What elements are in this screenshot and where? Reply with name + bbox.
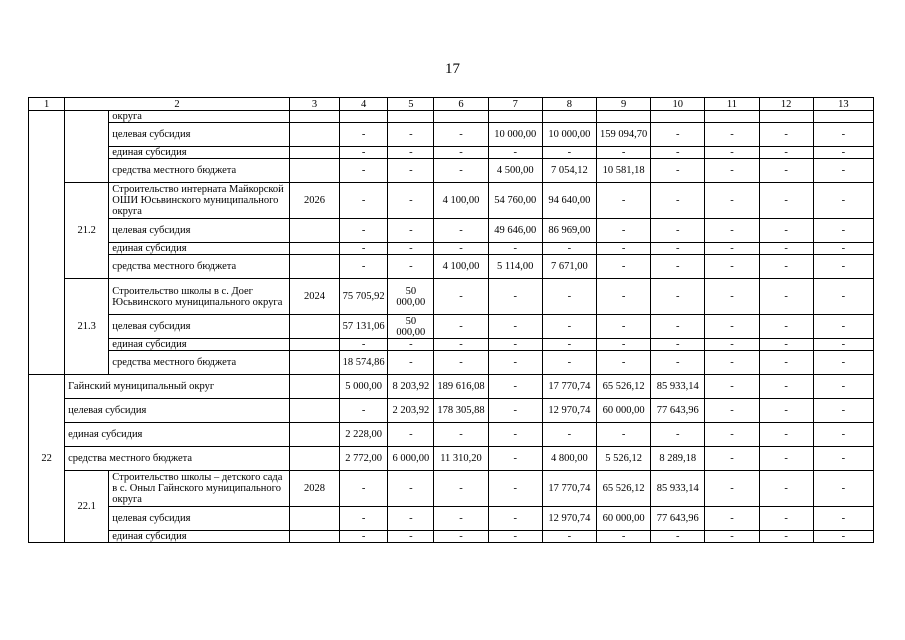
value-cell: - xyxy=(759,243,813,255)
value-cell: - xyxy=(488,447,542,471)
row-year xyxy=(289,159,339,183)
value-cell: - xyxy=(388,159,434,183)
value-cell: - xyxy=(651,279,705,315)
value-cell: 65 526,12 xyxy=(596,471,650,507)
value-cell: - xyxy=(759,423,813,447)
section-number xyxy=(29,111,65,375)
value-cell: 65 526,12 xyxy=(596,375,650,399)
value-cell: - xyxy=(596,279,650,315)
row-label: средства местного бюджета xyxy=(109,255,290,279)
value-cell: - xyxy=(388,183,434,219)
row-year xyxy=(289,243,339,255)
value-cell: - xyxy=(813,423,873,447)
value-cell: - xyxy=(651,243,705,255)
value-cell: - xyxy=(651,339,705,351)
row-year xyxy=(289,531,339,543)
value-cell: 4 100,00 xyxy=(434,255,488,279)
table-row xyxy=(29,159,874,183)
value-cell: 5 114,00 xyxy=(488,255,542,279)
value-cell: - xyxy=(488,351,542,375)
value-cell: - xyxy=(434,243,488,255)
value-cell: 77 643,96 xyxy=(651,507,705,531)
column-header: 8 xyxy=(542,98,596,111)
row-year: 2024 xyxy=(289,279,339,315)
row-label: единая субсидия xyxy=(109,243,290,255)
value-cell: - xyxy=(759,471,813,507)
table-row xyxy=(29,279,874,315)
budget-table xyxy=(28,97,874,543)
value-cell: 4 800,00 xyxy=(542,447,596,471)
row-label: единая субсидия xyxy=(109,147,290,159)
subsection-number: 21.3 xyxy=(65,279,109,375)
row-label: средства местного бюджета xyxy=(109,159,290,183)
value-cell: - xyxy=(434,471,488,507)
subsection-number xyxy=(65,111,109,183)
value-cell: - xyxy=(651,147,705,159)
value-cell: - xyxy=(388,351,434,375)
value-cell: 7 671,00 xyxy=(542,255,596,279)
value-cell: - xyxy=(813,507,873,531)
table-row xyxy=(29,183,874,219)
table-row xyxy=(29,315,874,339)
value-cell: - xyxy=(488,531,542,543)
value-cell: - xyxy=(388,123,434,147)
row-label: целевая субсидия xyxy=(109,507,290,531)
value-cell: - xyxy=(759,183,813,219)
value-cell: 10 581,18 xyxy=(596,159,650,183)
value-cell: - xyxy=(759,159,813,183)
value-cell: - xyxy=(759,147,813,159)
row-year xyxy=(289,255,339,279)
table-body xyxy=(29,98,874,543)
value-cell: - xyxy=(651,123,705,147)
value-cell: - xyxy=(759,447,813,471)
row-label: Гайнский муниципальный округ xyxy=(65,375,290,399)
row-label: Строительство интерната Майкорской ОШИ Юсьвинского муниципального округа xyxy=(109,183,290,219)
value-cell: - xyxy=(705,255,759,279)
value-cell: 49 646,00 xyxy=(488,219,542,243)
value-cell: 5 000,00 xyxy=(340,375,388,399)
value-cell: - xyxy=(651,159,705,183)
value-cell: - xyxy=(651,351,705,375)
column-header: 13 xyxy=(813,98,873,111)
value-cell: - xyxy=(340,159,388,183)
value-cell: - xyxy=(651,183,705,219)
value-cell: 10 000,00 xyxy=(488,123,542,147)
value-cell: - xyxy=(705,447,759,471)
value-cell: - xyxy=(705,531,759,543)
value-cell: - xyxy=(705,375,759,399)
table-header-row xyxy=(29,98,874,111)
table-row xyxy=(29,375,874,399)
value-cell: - xyxy=(705,243,759,255)
value-cell: - xyxy=(759,279,813,315)
section-number: 22 xyxy=(29,375,65,543)
value-cell: 2 228,00 xyxy=(340,423,388,447)
value-cell: - xyxy=(705,279,759,315)
value-cell: - xyxy=(813,279,873,315)
value-cell: - xyxy=(813,183,873,219)
value-cell: - xyxy=(813,147,873,159)
value-cell xyxy=(813,111,873,123)
row-year xyxy=(289,447,339,471)
row-label: единая субсидия xyxy=(65,423,290,447)
value-cell: - xyxy=(813,375,873,399)
row-year xyxy=(289,375,339,399)
row-year xyxy=(289,315,339,339)
row-year xyxy=(289,399,339,423)
value-cell: 17 770,74 xyxy=(542,471,596,507)
value-cell: - xyxy=(813,399,873,423)
value-cell: 50 000,00 xyxy=(388,315,434,339)
value-cell: - xyxy=(542,351,596,375)
value-cell: - xyxy=(759,507,813,531)
column-header: 1 xyxy=(29,98,65,111)
value-cell: - xyxy=(596,243,650,255)
value-cell: - xyxy=(434,339,488,351)
value-cell: - xyxy=(813,447,873,471)
value-cell: - xyxy=(759,123,813,147)
value-cell: - xyxy=(596,339,650,351)
value-cell: - xyxy=(596,255,650,279)
value-cell xyxy=(488,111,542,123)
value-cell: - xyxy=(813,471,873,507)
value-cell: - xyxy=(813,339,873,351)
value-cell: - xyxy=(434,315,488,339)
value-cell: - xyxy=(340,147,388,159)
value-cell: - xyxy=(434,351,488,375)
subsection-number: 22.1 xyxy=(65,471,109,543)
value-cell: - xyxy=(651,255,705,279)
value-cell: - xyxy=(340,531,388,543)
value-cell: - xyxy=(388,531,434,543)
row-label: округа xyxy=(109,111,290,123)
value-cell: 6 000,00 xyxy=(388,447,434,471)
row-label: целевая субсидия xyxy=(109,123,290,147)
table-row xyxy=(29,219,874,243)
table-row xyxy=(29,531,874,543)
value-cell: - xyxy=(705,351,759,375)
value-cell: - xyxy=(542,531,596,543)
table-row xyxy=(29,447,874,471)
table-row xyxy=(29,123,874,147)
value-cell xyxy=(388,111,434,123)
value-cell: 85 933,14 xyxy=(651,471,705,507)
row-label: единая субсидия xyxy=(109,531,290,543)
value-cell xyxy=(340,111,388,123)
value-cell: - xyxy=(388,471,434,507)
value-cell: - xyxy=(388,255,434,279)
value-cell: - xyxy=(340,507,388,531)
value-cell: - xyxy=(488,243,542,255)
row-label: средства местного бюджета xyxy=(109,351,290,375)
value-cell: - xyxy=(542,147,596,159)
value-cell: - xyxy=(434,219,488,243)
value-cell: - xyxy=(488,399,542,423)
row-year xyxy=(289,351,339,375)
value-cell xyxy=(434,111,488,123)
value-cell: - xyxy=(488,279,542,315)
value-cell: - xyxy=(596,351,650,375)
value-cell: - xyxy=(705,471,759,507)
column-header: 10 xyxy=(651,98,705,111)
row-label: единая субсидия xyxy=(109,339,290,351)
value-cell: 50 000,00 xyxy=(388,279,434,315)
value-cell: - xyxy=(813,255,873,279)
row-label: целевая субсидия xyxy=(109,219,290,243)
value-cell: - xyxy=(340,339,388,351)
value-cell: - xyxy=(705,183,759,219)
value-cell: 4 100,00 xyxy=(434,183,488,219)
row-year xyxy=(289,123,339,147)
row-year xyxy=(289,147,339,159)
row-label: целевая субсидия xyxy=(65,399,290,423)
value-cell: - xyxy=(434,159,488,183)
value-cell: - xyxy=(813,123,873,147)
value-cell: - xyxy=(388,339,434,351)
value-cell: 2 772,00 xyxy=(340,447,388,471)
value-cell: 10 000,00 xyxy=(542,123,596,147)
value-cell xyxy=(651,111,705,123)
value-cell: - xyxy=(759,339,813,351)
value-cell: - xyxy=(813,351,873,375)
table-row xyxy=(29,351,874,375)
subsection-number: 21.2 xyxy=(65,183,109,279)
value-cell: 189 616,08 xyxy=(434,375,488,399)
value-cell: - xyxy=(596,315,650,339)
value-cell: - xyxy=(813,159,873,183)
table-row xyxy=(29,507,874,531)
column-header: 9 xyxy=(596,98,650,111)
value-cell: - xyxy=(340,255,388,279)
value-cell: - xyxy=(542,315,596,339)
value-cell: - xyxy=(488,507,542,531)
value-cell: 159 094,70 xyxy=(596,123,650,147)
table-row xyxy=(29,255,874,279)
value-cell: - xyxy=(705,159,759,183)
value-cell: - xyxy=(488,375,542,399)
table-row xyxy=(29,339,874,351)
value-cell: 57 131,06 xyxy=(340,315,388,339)
value-cell: - xyxy=(705,423,759,447)
value-cell: 85 933,14 xyxy=(651,375,705,399)
value-cell: - xyxy=(388,147,434,159)
value-cell: - xyxy=(388,423,434,447)
value-cell: - xyxy=(596,183,650,219)
value-cell xyxy=(705,111,759,123)
value-cell: - xyxy=(340,219,388,243)
value-cell: - xyxy=(542,279,596,315)
column-header: 2 xyxy=(65,98,290,111)
row-label: целевая субсидия xyxy=(109,315,290,339)
value-cell: 54 760,00 xyxy=(488,183,542,219)
value-cell: - xyxy=(759,219,813,243)
row-year xyxy=(289,219,339,243)
value-cell: - xyxy=(596,423,650,447)
value-cell: 77 643,96 xyxy=(651,399,705,423)
table-row xyxy=(29,471,874,507)
row-year: 2026 xyxy=(289,183,339,219)
value-cell: - xyxy=(340,243,388,255)
value-cell: 18 574,86 xyxy=(340,351,388,375)
column-header: 4 xyxy=(340,98,388,111)
value-cell: 75 705,92 xyxy=(340,279,388,315)
column-header: 5 xyxy=(388,98,434,111)
value-cell: - xyxy=(596,219,650,243)
column-header: 11 xyxy=(705,98,759,111)
value-cell: - xyxy=(388,243,434,255)
value-cell: - xyxy=(434,147,488,159)
value-cell: - xyxy=(340,471,388,507)
row-label: Строительство школы – детского сада в с. Оныл Гайнского муниципального округа xyxy=(109,471,290,507)
value-cell: - xyxy=(434,279,488,315)
value-cell: 60 000,00 xyxy=(596,507,650,531)
table-row xyxy=(29,423,874,447)
value-cell: 8 289,18 xyxy=(651,447,705,471)
value-cell: 60 000,00 xyxy=(596,399,650,423)
row-label: Строительство школы в с. Доег Юсьвинского муниципального округа xyxy=(109,279,290,315)
value-cell: - xyxy=(705,399,759,423)
value-cell xyxy=(596,111,650,123)
value-cell xyxy=(759,111,813,123)
value-cell: 17 770,74 xyxy=(542,375,596,399)
value-cell: - xyxy=(340,183,388,219)
value-cell: 8 203,92 xyxy=(388,375,434,399)
value-cell: - xyxy=(651,219,705,243)
table-row xyxy=(29,243,874,255)
value-cell: - xyxy=(388,219,434,243)
value-cell: - xyxy=(340,399,388,423)
row-year xyxy=(289,339,339,351)
row-label: средства местного бюджета xyxy=(65,447,290,471)
value-cell: - xyxy=(542,339,596,351)
value-cell: - xyxy=(488,315,542,339)
value-cell: - xyxy=(759,315,813,339)
value-cell: - xyxy=(596,531,650,543)
value-cell: 178 305,88 xyxy=(434,399,488,423)
value-cell: - xyxy=(651,315,705,339)
row-year: 2028 xyxy=(289,471,339,507)
value-cell: - xyxy=(705,123,759,147)
value-cell: 94 640,00 xyxy=(542,183,596,219)
value-cell: - xyxy=(488,471,542,507)
value-cell: - xyxy=(813,243,873,255)
column-header: 7 xyxy=(488,98,542,111)
value-cell: - xyxy=(596,147,650,159)
value-cell: - xyxy=(434,507,488,531)
row-year xyxy=(289,423,339,447)
value-cell: 2 203,92 xyxy=(388,399,434,423)
value-cell: - xyxy=(542,423,596,447)
value-cell: - xyxy=(488,423,542,447)
value-cell: 5 526,12 xyxy=(596,447,650,471)
value-cell: - xyxy=(542,243,596,255)
value-cell: - xyxy=(488,147,542,159)
value-cell: - xyxy=(651,531,705,543)
row-year xyxy=(289,507,339,531)
value-cell: - xyxy=(705,315,759,339)
value-cell: - xyxy=(813,531,873,543)
value-cell: - xyxy=(759,375,813,399)
value-cell: - xyxy=(813,219,873,243)
value-cell: 7 054,12 xyxy=(542,159,596,183)
page-number: 17 xyxy=(445,61,460,77)
value-cell: - xyxy=(388,507,434,531)
column-header: 3 xyxy=(289,98,339,111)
value-cell: 4 500,00 xyxy=(488,159,542,183)
value-cell: - xyxy=(759,255,813,279)
value-cell: 12 970,74 xyxy=(542,507,596,531)
value-cell: - xyxy=(651,423,705,447)
table-row xyxy=(29,399,874,423)
value-cell: - xyxy=(705,507,759,531)
column-header: 6 xyxy=(434,98,488,111)
table-row xyxy=(29,111,874,123)
value-cell xyxy=(542,111,596,123)
column-header: 12 xyxy=(759,98,813,111)
value-cell: 11 310,20 xyxy=(434,447,488,471)
value-cell: - xyxy=(705,219,759,243)
value-cell: - xyxy=(813,315,873,339)
table-row xyxy=(29,147,874,159)
value-cell: - xyxy=(434,531,488,543)
value-cell: 86 969,00 xyxy=(542,219,596,243)
value-cell: - xyxy=(488,339,542,351)
value-cell: - xyxy=(434,423,488,447)
value-cell: 12 970,74 xyxy=(542,399,596,423)
value-cell: - xyxy=(340,123,388,147)
value-cell: - xyxy=(705,147,759,159)
value-cell: - xyxy=(434,123,488,147)
value-cell: - xyxy=(705,339,759,351)
value-cell: - xyxy=(759,399,813,423)
value-cell: - xyxy=(759,531,813,543)
value-cell: - xyxy=(759,351,813,375)
row-year xyxy=(289,111,339,123)
